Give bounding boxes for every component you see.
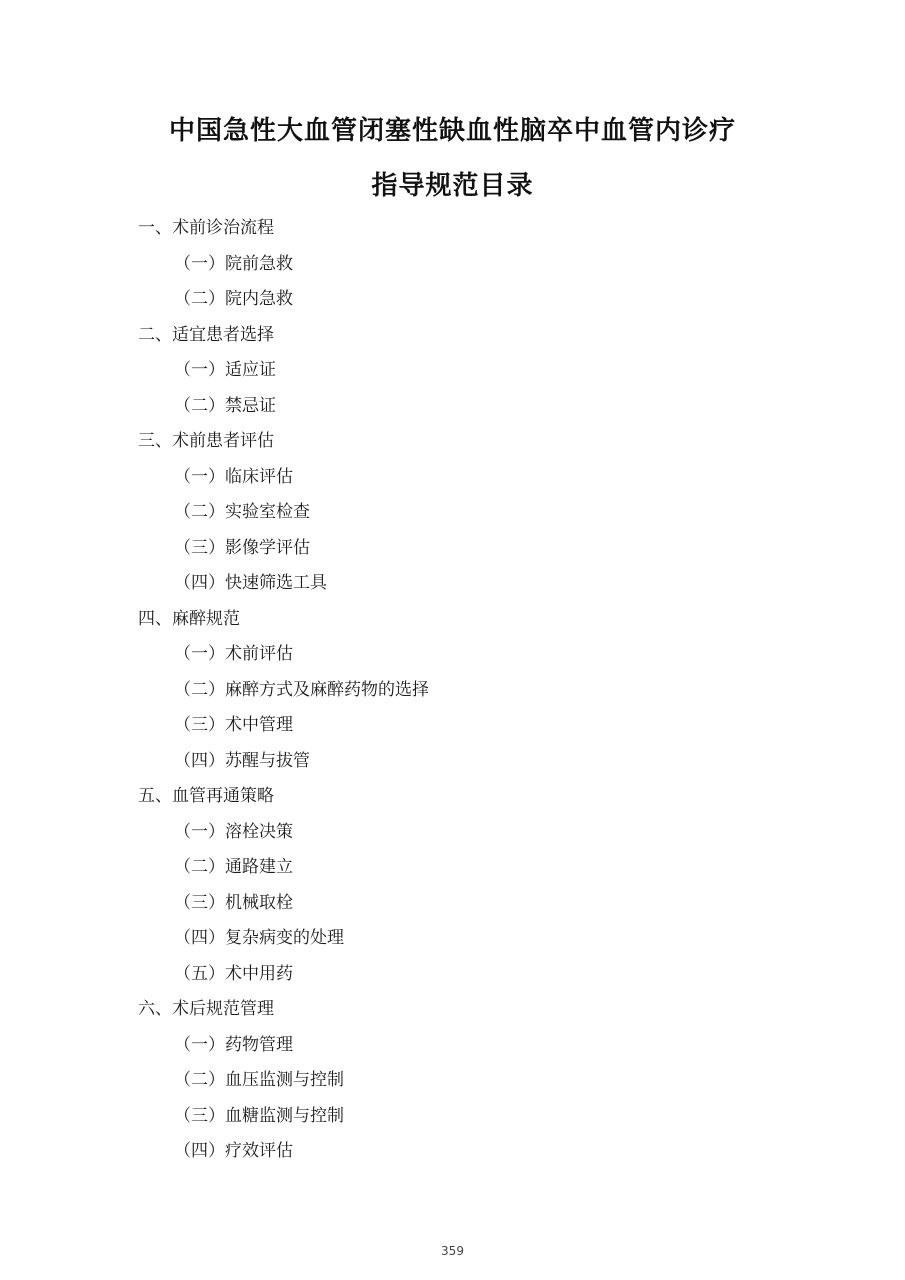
toc-subitem: （一）适应证: [174, 360, 276, 380]
toc-subitem: （三）机械取栓: [174, 892, 293, 913]
toc-subitem: （一）院前急救: [174, 253, 293, 274]
toc-section: [138, 602, 778, 780]
toc-subitem: （四）复杂病变的处理: [174, 928, 344, 948]
toc-subitem-list: [138, 460, 778, 602]
toc-subitem: （一）药物管理: [174, 1034, 293, 1055]
toc-subitem: （三）影像学评估: [174, 537, 310, 558]
toc-subitem: （四）快速筛选工具: [174, 573, 327, 593]
toc-subitem: （二）通路建立: [174, 857, 293, 877]
toc-section-heading: 五、血管再通策略: [138, 786, 274, 806]
toc-subitem: （一）溶栓决策: [174, 821, 293, 842]
toc-section: [138, 318, 778, 425]
toc-subitem: （二）血压监测与控制: [174, 1070, 344, 1090]
toc-subitem: （四）疗效评估: [174, 1141, 293, 1161]
toc-subitem: （二）院内急救: [174, 289, 293, 309]
toc-section: [138, 992, 778, 1170]
toc-subitem: （二）实验室检查: [174, 502, 310, 522]
toc-section: [138, 779, 778, 992]
toc-subitem: （五）术中用药: [174, 963, 293, 984]
toc-subitem: （二）麻醉方式及麻醉药物的选择: [174, 679, 429, 700]
page-number: 359: [441, 1244, 464, 1258]
toc-subitem-list: [138, 815, 778, 993]
toc-subitem-list: [138, 353, 778, 424]
document-subtitle: 指导规范目录: [371, 171, 534, 201]
toc-section-heading: 一、术前诊治流程: [138, 218, 274, 238]
toc-section: [138, 424, 778, 602]
toc-section-heading: 二、适宜患者选择: [138, 324, 274, 345]
toc-subitem: （一）临床评估: [174, 466, 293, 487]
toc-subitem-list: [138, 247, 778, 318]
document-title: 中国急性大血管闭塞性缺血性脑卒中血管内诊疗: [168, 116, 736, 146]
toc-subitem: （四）苏醒与拔管: [174, 750, 310, 771]
toc-subitem: （一）术前评估: [174, 644, 293, 664]
toc-section: [138, 211, 778, 318]
toc-subitem: （三）术中管理: [174, 715, 293, 735]
table-of-contents: [138, 211, 778, 1170]
toc-subitem: （二）禁忌证: [174, 395, 276, 416]
toc-section-heading: 三、术前患者评估: [138, 431, 274, 451]
toc-section-heading: 六、术后规范管理: [138, 999, 274, 1019]
toc-section-heading: 四、麻醉规范: [138, 608, 240, 629]
toc-subitem: （三）血糖监测与控制: [174, 1105, 344, 1126]
toc-subitem-list: [138, 637, 778, 779]
toc-subitem-list: [138, 1028, 778, 1170]
